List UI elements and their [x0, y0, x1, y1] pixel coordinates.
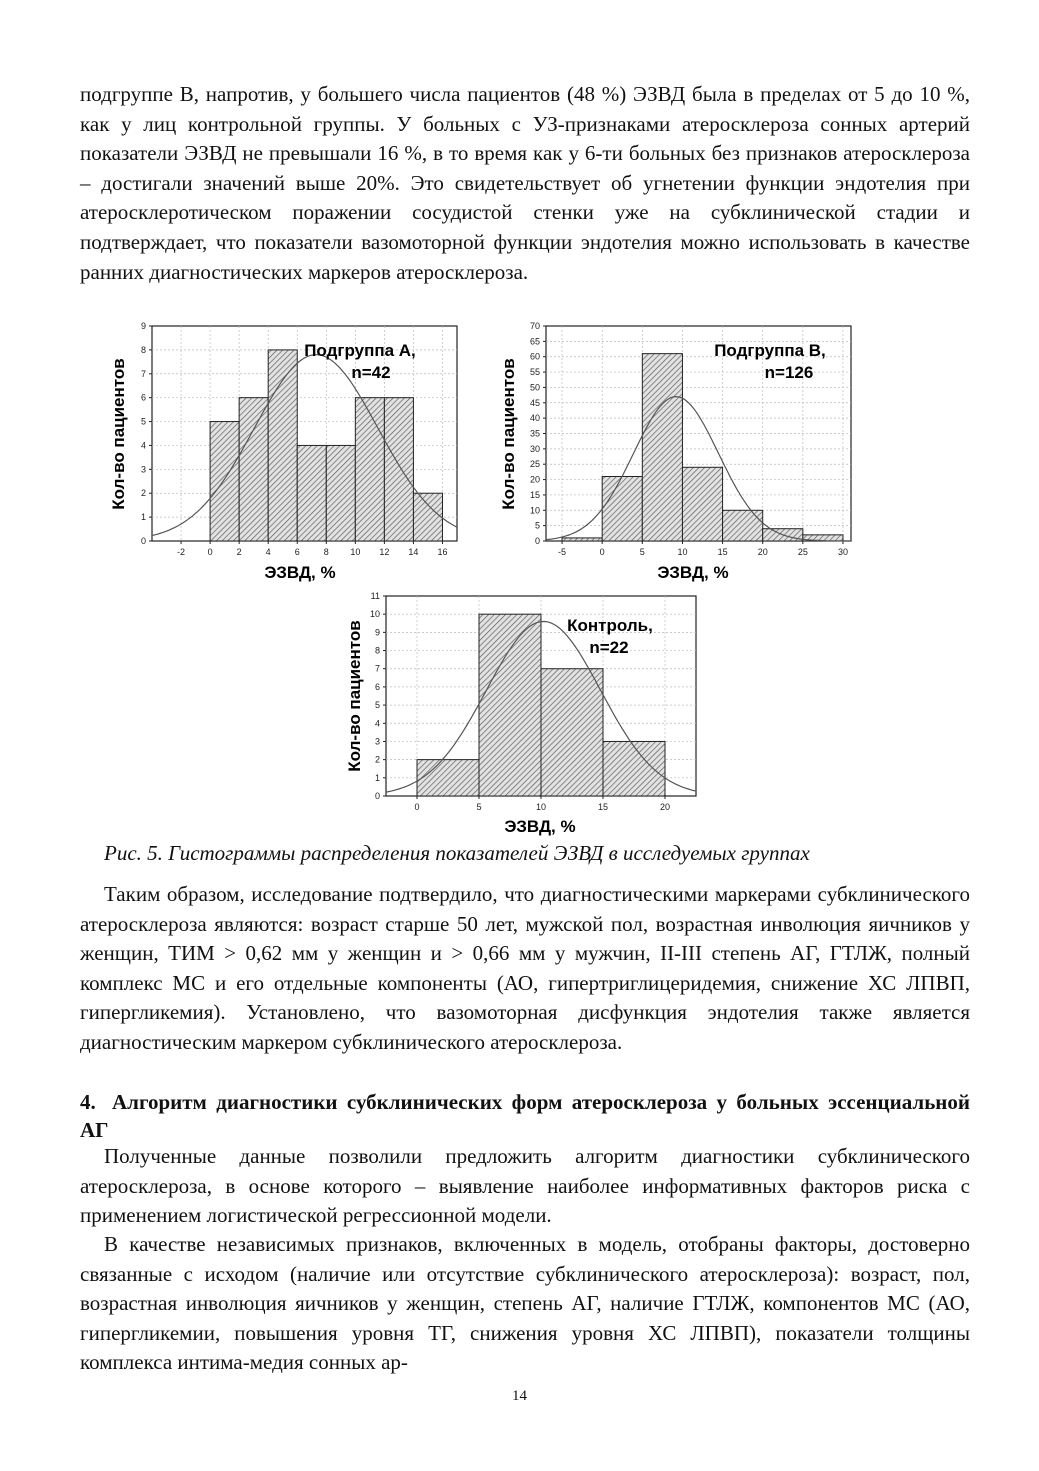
y-tick-label: 15: [529, 489, 540, 500]
y-tick-label: 7: [374, 663, 380, 674]
section-number: 4.: [80, 1090, 96, 1114]
x-tick-label: 6: [294, 547, 300, 557]
section-title: Алгоритм диагностики субклинических форм атеросклероза у больных эссенциальной АГ: [80, 1090, 970, 1142]
y-tick-label: 3: [140, 464, 146, 475]
chart-title-line-1: Подгруппа А,: [304, 341, 416, 360]
y-tick-label: 3: [374, 736, 380, 747]
y-tick-label: 1: [140, 512, 146, 523]
histogram-bar: [541, 669, 603, 796]
x-tick-label: 15: [597, 802, 609, 812]
histogram-bar: [603, 741, 665, 796]
x-tick-label: 10: [677, 547, 688, 557]
histogram-bar: [417, 760, 479, 796]
y-tick-label: 65: [529, 336, 540, 347]
y-tick-label: 50: [529, 382, 540, 393]
histogram-control: [330, 586, 700, 840]
histogram-bar: [355, 398, 384, 541]
x-tick-label: 10: [350, 547, 361, 557]
y-tick-label: 0: [534, 536, 540, 546]
x-axis-label: ЭЗВД, %: [504, 817, 576, 836]
y-tick-label: 20: [529, 474, 540, 485]
paragraph-2: Таким образом, исследование подтвердило, что диагностическими маркерами субклинического атеросклероза являются: возраст старше 50 лет, мужской пол, возрастная инволюция яичников у женщин, ТИМ > 0,62 мм у женщин и > 0,66 мм у мужчин, II-III степень АГ, ГТЛЖ, полный комплекс МС и его отдельные компоненты (АО, гипертриглицеридемия, снижение ХС ЛПВП, гипергликемия). Установлено, что вазомоторная дисфункция эндотелия также является диагностическим маркером субклинического атеросклероза.: [80, 882, 970, 1054]
x-tick-label: 30: [837, 547, 848, 557]
y-axis-label: Кол-во пациентов: [499, 358, 518, 510]
x-tick-label: 2: [236, 547, 242, 557]
chart-title-line-2: n=42: [351, 363, 391, 382]
y-tick-label: 25: [529, 459, 540, 470]
x-tick-label: 0: [207, 547, 213, 557]
y-tick-label: 55: [529, 367, 540, 378]
x-tick-label: 12: [379, 547, 390, 557]
histogram-bar: [326, 445, 355, 541]
paragraph-4: В качестве независимых признаков, включенных в модель, отобраны факторы, достоверно связанные с исходом (наличие или отсутствие субклинического атеросклероза): возраст, пол, возрастная инволюция яичников у женщин, степень АГ, наличие ГТЛЖ, компонентов МС (АО, гипергликемии, повышения уровня ТГ, снижения уровня ХС ЛПВП), показатели толщины комплекса интима-медия сонных ар-: [80, 1232, 970, 1375]
figure-caption: Рис. 5. Гистограммы распределения показателей ЭЗВД в исследуемых группах: [104, 841, 810, 865]
y-tick-label: 2: [140, 488, 146, 499]
x-tick-label: 5: [476, 802, 482, 812]
y-tick-label: 5: [140, 416, 146, 427]
x-tick-label: 15: [717, 547, 728, 557]
y-tick-label: 30: [529, 443, 540, 454]
y-tick-label: 4: [374, 718, 380, 729]
y-tick-label: 60: [529, 351, 540, 362]
y-tick-label: 0: [140, 536, 146, 546]
histogram-bar: [602, 477, 642, 542]
y-tick-label: 6: [140, 392, 146, 403]
y-tick-label: 35: [529, 428, 540, 439]
paragraph-3: Полученные данные позволили предложить алгоритм диагностики субклинического атеросклероза, в основе которого – выявление наиболее информативных факторов риска с применением логистической регрессионной модели.: [80, 1144, 970, 1228]
histogram-subgroup-a: [90, 316, 470, 590]
y-tick-label: 0: [374, 791, 380, 801]
histogram-bar: [210, 422, 239, 541]
x-tick-label: 5: [639, 547, 645, 557]
histogram-bar: [268, 350, 297, 541]
y-tick-label: 5: [374, 700, 380, 711]
histogram-bar: [413, 493, 442, 541]
chart-title-line-2: n=22: [589, 638, 629, 657]
histogram-bar: [723, 510, 763, 541]
x-tick-label: 0: [599, 547, 605, 557]
section-heading: [80, 1088, 970, 1144]
y-tick-label: 70: [529, 321, 540, 331]
y-tick-label: 7: [140, 368, 146, 379]
y-axis-label: Кол-во пациентов: [109, 358, 128, 510]
histogram-bar: [297, 445, 326, 541]
y-tick-label: 4: [140, 440, 146, 451]
x-tick-label: 16: [437, 547, 448, 557]
y-tick-label: 9: [140, 321, 146, 331]
histogram-bar: [682, 467, 722, 541]
y-tick-label: 2: [374, 754, 380, 765]
histogram-bar: [384, 398, 413, 541]
histogram-bar: [239, 398, 268, 541]
histogram-bar: [479, 614, 541, 796]
y-tick-label: 6: [374, 681, 380, 692]
x-tick-label: 0: [414, 802, 420, 812]
chart-title-line-1: Подгруппа В,: [714, 341, 826, 360]
x-axis-label: ЭЗВД, %: [657, 563, 729, 582]
x-tick-label: 20: [659, 802, 671, 812]
x-tick-label: -5: [558, 547, 567, 557]
y-tick-label: 8: [374, 645, 380, 656]
y-tick-label: 9: [374, 627, 380, 638]
y-axis-label: Кол-во пациентов: [345, 620, 364, 772]
page-number: 14: [512, 1388, 527, 1404]
y-tick-label: 5: [534, 520, 540, 531]
y-tick-label: 10: [529, 505, 540, 516]
chart-title-line-2: n=126: [764, 363, 814, 382]
x-tick-label: 20: [757, 547, 768, 557]
histogram-subgroup-b: [488, 316, 868, 590]
y-tick-label: 1: [374, 772, 380, 783]
y-tick-label: 10: [369, 609, 380, 620]
x-tick-label: 25: [797, 547, 808, 557]
y-tick-label: 40: [529, 413, 540, 424]
x-tick-label: 8: [323, 547, 329, 557]
paragraph-1: подгруппе В, напротив, у большего числа пациентов (48 %) ЭЗВД была в пределах от 5 до 10 %, как у лиц контрольной группы. У больных с УЗ-признаками атеросклероза сонных артерий показатели ЭЗВД не превышали 16 %, в то время как у 6-ти больных без признаков атеросклероза – достигали значений выше 20%. Это свидетельствует об угнетении функции эндотелия при атеросклеротическом поражении сосудистой стенки уже на субклинической стадии и подтверждает, что показатели вазомоторной функции эндотелия можно использовать в качестве ранних диагностических маркеров атеросклероза.: [80, 82, 970, 284]
y-tick-label: 8: [140, 344, 146, 355]
histogram-bar: [562, 538, 602, 541]
y-tick-label: 45: [529, 397, 540, 408]
histogram-bar: [642, 354, 682, 541]
x-tick-label: 14: [408, 547, 419, 557]
chart-title-line-1: Контроль,: [567, 616, 653, 635]
x-axis-label: ЭЗВД, %: [264, 563, 336, 582]
x-tick-label: -2: [177, 547, 186, 557]
y-tick-label: 11: [370, 591, 380, 601]
x-tick-label: 4: [265, 547, 271, 557]
x-tick-label: 10: [535, 802, 547, 812]
